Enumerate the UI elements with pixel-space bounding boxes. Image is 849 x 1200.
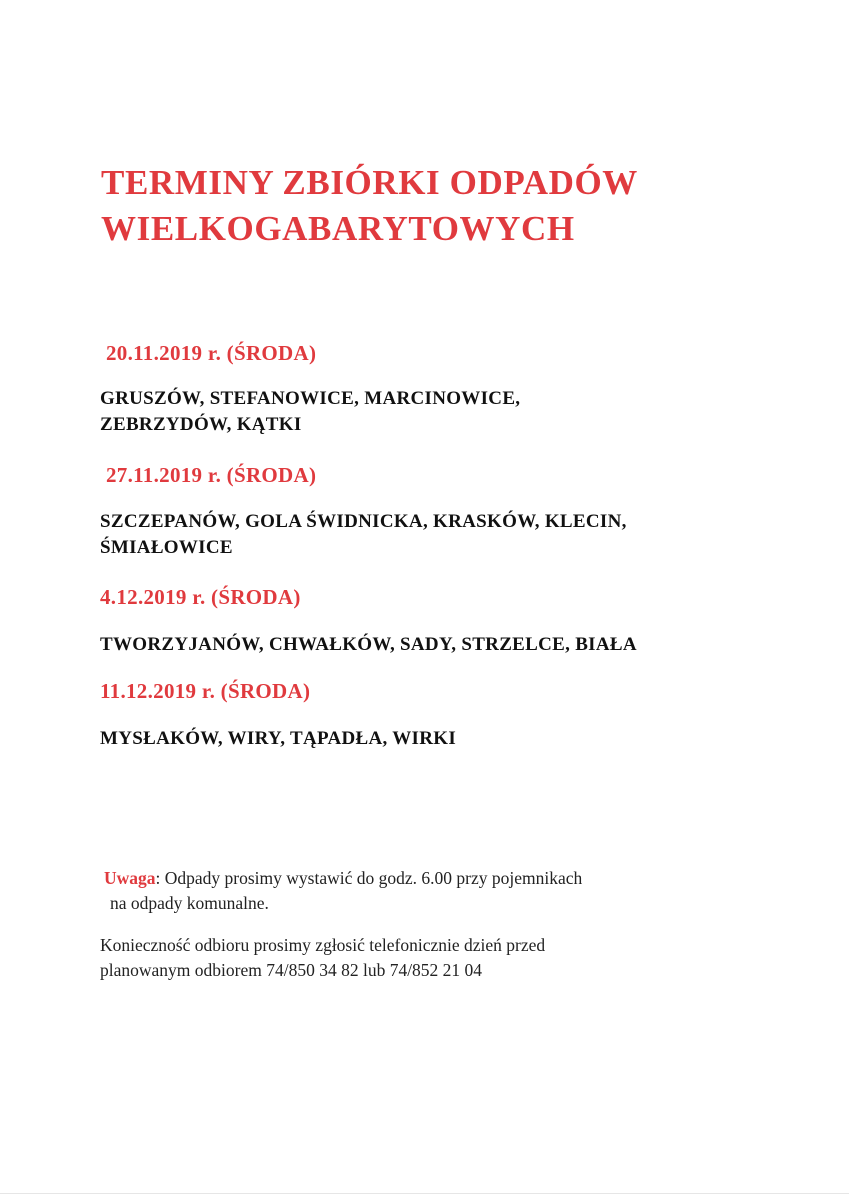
note-text-line-2: na odpady komunalne. [110, 893, 269, 913]
note-label: Uwaga [104, 868, 156, 888]
document-title [101, 160, 638, 252]
scan-edge-divider [0, 1193, 849, 1194]
collection-places-3 [100, 632, 637, 658]
places-line: SZCZEPANÓW, GOLA ŚWIDNICKA, KRASKÓW, KLECIN, [100, 511, 627, 532]
places-line: ZEBRZYDÓW, KĄTKI [100, 414, 302, 435]
places-line: ŚMIAŁOWICE [100, 537, 233, 558]
collection-places-4 [100, 726, 456, 752]
collection-places-1 [100, 386, 520, 438]
collection-places-2 [100, 509, 627, 561]
contact-line: planowanym odbiorem 74/850 34 82 lub 74/852 21 04 [100, 960, 483, 980]
collection-date-3: 4.12.2019 r. (ŚRODA) [100, 585, 301, 609]
places-line: GRUSZÓW, STEFANOWICE, MARCINOWICE, [100, 388, 521, 409]
collection-date-1: 20.11.2019 r. (ŚRODA) [106, 341, 317, 365]
title-line-1: TERMINY ZBIÓRKI ODPADÓW [101, 163, 638, 202]
contact-line: Konieczność odbioru prosimy zgłosić telefonicznie dzień przed [100, 935, 546, 955]
title-line-2: WIELKOGABARYTOWYCH [101, 209, 575, 248]
places-line: TWORZYJANÓW, CHWAŁKÓW, SADY, STRZELCE, BIAŁA [100, 634, 637, 655]
collection-date-2: 27.11.2019 r. (ŚRODA) [106, 463, 317, 487]
collection-date-4: 11.12.2019 r. (ŚRODA) [100, 679, 311, 703]
note-text: : Odpady prosimy wystawić do godz. 6.00 przy pojemnikach [155, 868, 583, 888]
note-paragraph [104, 866, 582, 916]
places-line: MYSŁAKÓW, WIRY, TĄPADŁA, WIRKI [100, 728, 457, 749]
contact-paragraph [100, 933, 545, 983]
